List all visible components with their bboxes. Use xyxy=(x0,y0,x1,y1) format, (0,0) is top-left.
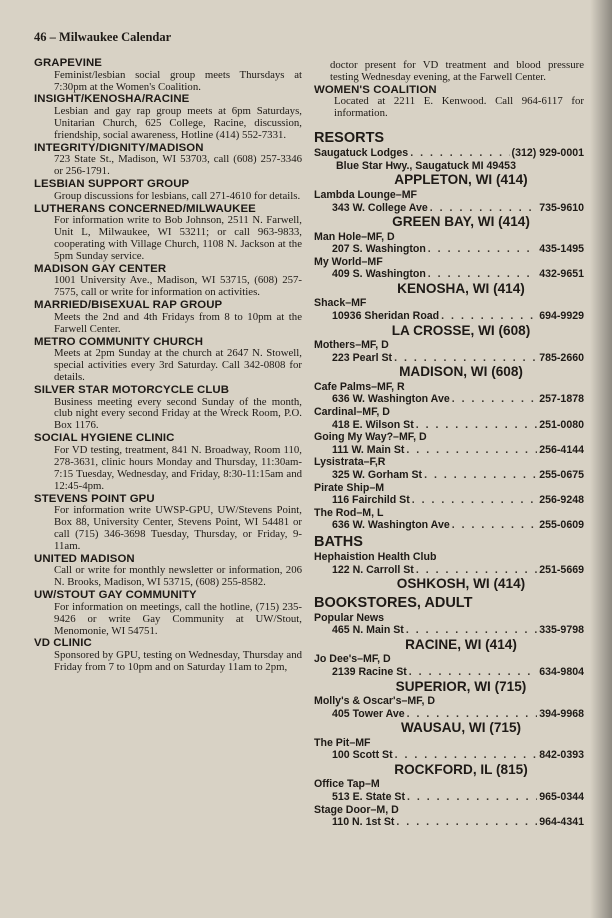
entry-desc: For VD testing, treatment, 841 N. Broadway, Room 110, 278-3631, clinic hours Monday and Thursday, 11:30am-7:15 Tuesday, Wednesday, and Friday, 8:30-11:15am and 12:45-4pm. xyxy=(54,443,302,492)
city-heading: RACINE, WI (414) xyxy=(405,636,517,652)
business-name: Molly's & Oscar's–MF, D xyxy=(314,695,436,708)
business-line xyxy=(314,243,584,256)
left-column xyxy=(34,57,302,674)
business-name: Cardinal–MF, D xyxy=(314,406,390,419)
business-name: The Rod–M, L xyxy=(314,506,384,519)
business-line xyxy=(314,791,584,804)
entry-name: WOMEN'S COALITION xyxy=(314,83,437,96)
entry-desc: Lesbian and gay rap group meets at 6pm Saturdays, Unitarian Church, 625 College, Racine, discussion, friendship, social awareness, Hotline (414) 552-7331. xyxy=(54,105,302,141)
leader-dots xyxy=(394,352,537,365)
entry-name: METRO COMMUNITY CHURCH xyxy=(34,335,204,348)
business-line xyxy=(314,624,584,637)
address-text: Blue Star Hwy., Saugatuck MI 49453 xyxy=(336,159,516,172)
city-heading: WAUSAU, WI (715) xyxy=(400,720,522,736)
entry-name: INTEGRITY/DIGNITY/MADISON xyxy=(34,141,204,154)
business-name: My World–MF xyxy=(314,255,383,268)
section-heading: RESORTS xyxy=(314,130,385,147)
city-heading: OSHKOSH, WI (414) xyxy=(396,576,526,592)
business-name: The Pit–MF xyxy=(314,736,371,749)
entry-name: STEVENS POINT GPU xyxy=(34,492,155,505)
business-address: 223 Pearl St xyxy=(332,351,393,364)
business-name: Lysistrata–F,R xyxy=(314,456,386,469)
leader-dots xyxy=(406,444,537,457)
business-phone: 257-1878 xyxy=(539,393,584,406)
business-line xyxy=(314,419,584,432)
listing-entry xyxy=(34,142,302,178)
listing-entry xyxy=(314,84,584,120)
leader-dots xyxy=(452,519,537,532)
business-name: Stage Door–M, D xyxy=(314,803,399,816)
business-name: Cafe Palms–MF, R xyxy=(314,380,405,393)
business-line xyxy=(314,444,584,457)
leader-dots xyxy=(407,708,538,721)
business-phone: 394-9968 xyxy=(539,707,584,720)
entry-name: SILVER STAR MOTORCYCLE CLUB xyxy=(34,383,230,396)
business-line xyxy=(314,352,584,365)
business-address xyxy=(314,160,584,173)
business-line xyxy=(314,666,584,679)
business-line xyxy=(314,749,584,762)
leader-dots xyxy=(416,564,537,577)
business-name: Man Hole–MF, D xyxy=(314,230,395,243)
business-line xyxy=(314,310,584,323)
business-phone: 842-0393 xyxy=(539,749,584,762)
city-heading: LA CROSSE, WI (608) xyxy=(391,322,531,338)
city-listings xyxy=(314,172,584,532)
leader-dots xyxy=(412,494,537,507)
business-address: 409 S. Washington xyxy=(332,268,426,281)
business-phone: 255-0609 xyxy=(539,519,584,532)
business-address: 325 W. Gorham St xyxy=(332,469,423,481)
entry-name: UW/STOUT GAY COMMUNITY xyxy=(34,589,197,602)
listing-entry xyxy=(34,553,302,589)
entry-desc: Located at 2211 E. Kenwood. Call 964-6117 for information. xyxy=(334,95,584,120)
entry-desc: Call or write for monthly newsletter or information, 206 N. Brooks, Madison, WI 53715, (608) 255-8582. xyxy=(54,564,302,589)
leader-dots xyxy=(407,791,537,804)
listing-entry xyxy=(34,299,302,335)
city-heading: GREEN BAY, WI (414) xyxy=(392,214,530,230)
business-phone: 256-9248 xyxy=(539,494,584,507)
entry-desc: Business meeting every second Sunday of the month, club night every second Friday at the Wreck Room, P.O. Box 1176. xyxy=(54,395,302,432)
city-heading: ROCKFORD, IL (815) xyxy=(394,761,528,777)
entry-name: VD CLINIC xyxy=(34,637,92,650)
city-heading: APPLETON, WI (414) xyxy=(394,172,528,188)
business-line xyxy=(314,564,584,577)
entry-desc: Group discussions for lesbians, call 271-4610 for details. xyxy=(54,189,301,202)
entry-name: UNITED MADISON xyxy=(34,552,135,565)
entry-desc: For information on meetings, call the hotline, (715) 235-9426 or write Gay Community at UW/Stout, Menomonie, WI 54751. xyxy=(54,600,302,637)
business-phone: 964-4341 xyxy=(539,816,584,829)
business-name: Hephaistion Health Club xyxy=(314,550,437,563)
entry-desc: 723 State St., Madison, WI 53703, call (608) 257-3346 or 256-1791. xyxy=(54,153,302,178)
business-name: Shack–MF xyxy=(314,297,367,310)
page-header: 46 – Milwaukee Calendar xyxy=(34,30,172,44)
listing-entry xyxy=(34,493,302,553)
leader-dots xyxy=(441,310,537,323)
leader-dots xyxy=(395,749,538,762)
leader-dots xyxy=(410,147,509,160)
entry-name: SOCIAL HYGIENE CLINIC xyxy=(34,432,175,445)
business-listing xyxy=(314,147,584,160)
business-address: 110 N. 1st St xyxy=(332,816,395,829)
business-name: Office Tap–M xyxy=(314,778,380,791)
listing-entry xyxy=(34,432,302,492)
business-phone: 432-9651 xyxy=(539,268,584,281)
business-line xyxy=(314,268,584,281)
business-name: Jo Dee's–MF, D xyxy=(314,653,391,666)
business-address: 10936 Sheridan Road xyxy=(332,310,440,323)
listing-entry xyxy=(34,637,302,673)
business-address: 636 W. Washington Ave xyxy=(332,519,450,532)
entry-desc: Meets the 2nd and 4th Fridays from 8 to 10pm at the Farwell Center. xyxy=(54,310,302,335)
business-name: Mothers–MF, D xyxy=(314,339,389,352)
business-phone: 785-2660 xyxy=(539,351,584,364)
entry-desc: For information write UWSP-GPU, UW/Stevens Point, Box 88, University Center, Stevens Point, WI 54481 or call (715) 346-3698 Tuesday, Thursday, or Friday, 9-11am. xyxy=(54,504,302,552)
business-phone: 694-9929 xyxy=(539,310,584,323)
listing-entry xyxy=(34,263,302,299)
leader-dots xyxy=(409,666,537,679)
business-line xyxy=(314,816,584,829)
listing-entry xyxy=(34,589,302,637)
business-address: 116 Fairchild St xyxy=(332,494,410,507)
baths-listings xyxy=(314,551,584,576)
business-phone: 965-0344 xyxy=(539,791,584,803)
business-address: 2139 Racine St xyxy=(332,665,407,678)
business-address: 636 W. Washington Ave xyxy=(332,393,450,406)
entry-desc: Meets at 2pm Sunday at the church at 2647 N. Stowell, special activities every 3rd Saturday. Call 342-0808 for details. xyxy=(54,347,302,384)
business-line xyxy=(314,469,584,482)
business-address: 513 E. State St xyxy=(332,791,406,803)
business-address: 465 N. Main St xyxy=(332,624,404,637)
business-phone: 251-5669 xyxy=(539,563,584,576)
business-address: 418 E. Wilson St xyxy=(332,418,414,431)
business-phone: 335-9798 xyxy=(539,624,584,637)
entry-name: MADISON GAY CENTER xyxy=(34,262,167,275)
business-name: Saugatuck Lodges xyxy=(314,147,409,160)
business-line xyxy=(314,708,584,721)
business-phone: 256-4144 xyxy=(539,443,584,456)
entry-name: INSIGHT/KENOSHA/RACINE xyxy=(34,93,190,106)
entry-name: LESBIAN SUPPORT GROUP xyxy=(34,178,190,191)
business-line xyxy=(314,519,584,532)
page-edge-shadow xyxy=(590,0,612,918)
leader-dots xyxy=(430,202,537,215)
entry-desc: Feminist/lesbian social group meets Thursdays at 7:30pm at the Women's Coalition. xyxy=(54,68,302,93)
listing-entry xyxy=(34,384,302,432)
entry-name: MARRIED/BISEXUAL RAP GROUP xyxy=(34,299,223,312)
business-address: 343 W. College Ave xyxy=(332,201,428,214)
listing-entry xyxy=(34,178,302,203)
section-heading: BATHS xyxy=(314,533,363,550)
entry-name: GRAPEVINE xyxy=(34,57,102,69)
business-line xyxy=(314,202,584,215)
business-address: 405 Tower Ave xyxy=(332,707,405,720)
business-phone: 255-0675 xyxy=(539,469,584,481)
city-listings xyxy=(314,637,584,829)
entry-desc: Sponsored by GPU, testing on Wednesday, Thursday and Friday from 7 to 10pm and on Saturday 11am to 2pm, xyxy=(54,649,302,673)
leader-dots xyxy=(452,393,537,406)
leader-dots xyxy=(406,624,537,637)
business-phone: (312) 929-0001 xyxy=(511,147,584,160)
right-column xyxy=(314,60,584,829)
leader-dots xyxy=(396,816,537,829)
city-heading: MADISON, WI (608) xyxy=(399,364,523,380)
entry-name: LUTHERANS CONCERNED/MILWAUKEE xyxy=(34,202,256,215)
business-address: 207 S. Washington xyxy=(332,243,426,256)
leader-dots xyxy=(428,268,537,281)
business-phone: 735-9610 xyxy=(539,201,584,214)
business-address: 100 Scott St xyxy=(332,749,393,762)
city-heading: SUPERIOR, WI (715) xyxy=(395,678,527,694)
entry-desc: For information write to Bob Johnson, 2511 N. Farwell, Unit L, Milwaukee, WI 53211; or call 963-9833, cooperating with Village Church, 1108 N. Jackson at the 5pm Sunday service. xyxy=(54,214,302,262)
business-name: Going My Way?–MF, D xyxy=(314,431,427,444)
business-address: 122 N. Carroll St xyxy=(332,563,414,576)
business-address: 111 W. Main St xyxy=(332,443,405,456)
bookstore-listings xyxy=(314,612,584,637)
business-name: Pirate Ship–M xyxy=(314,481,385,494)
business-phone: 435-1495 xyxy=(539,243,584,256)
listing-entry xyxy=(34,57,302,93)
business-line xyxy=(314,393,584,406)
listing-entry xyxy=(34,203,302,263)
leader-dots xyxy=(416,419,537,432)
business-phone: 634-9804 xyxy=(539,665,584,678)
city-heading: KENOSHA, WI (414) xyxy=(397,280,525,296)
leader-dots xyxy=(424,469,537,482)
leader-dots xyxy=(428,243,537,256)
entry-desc: 1001 University Ave., Madison, WI 53715, (608) 257-7575, call or write for information on activities. xyxy=(54,274,302,299)
continued-text: doctor present for VD treatment and blood pressure testing Wednesday evening, at the Farwell Center. xyxy=(330,59,584,83)
section-heading: BOOKSTORES, ADULT xyxy=(314,594,473,611)
business-name: Popular News xyxy=(314,611,385,624)
business-phone: 251-0080 xyxy=(539,418,584,431)
listing-entry xyxy=(34,93,302,141)
listing-entry xyxy=(34,336,302,384)
business-line xyxy=(314,494,584,507)
business-name: Lambda Lounge–MF xyxy=(314,188,417,201)
